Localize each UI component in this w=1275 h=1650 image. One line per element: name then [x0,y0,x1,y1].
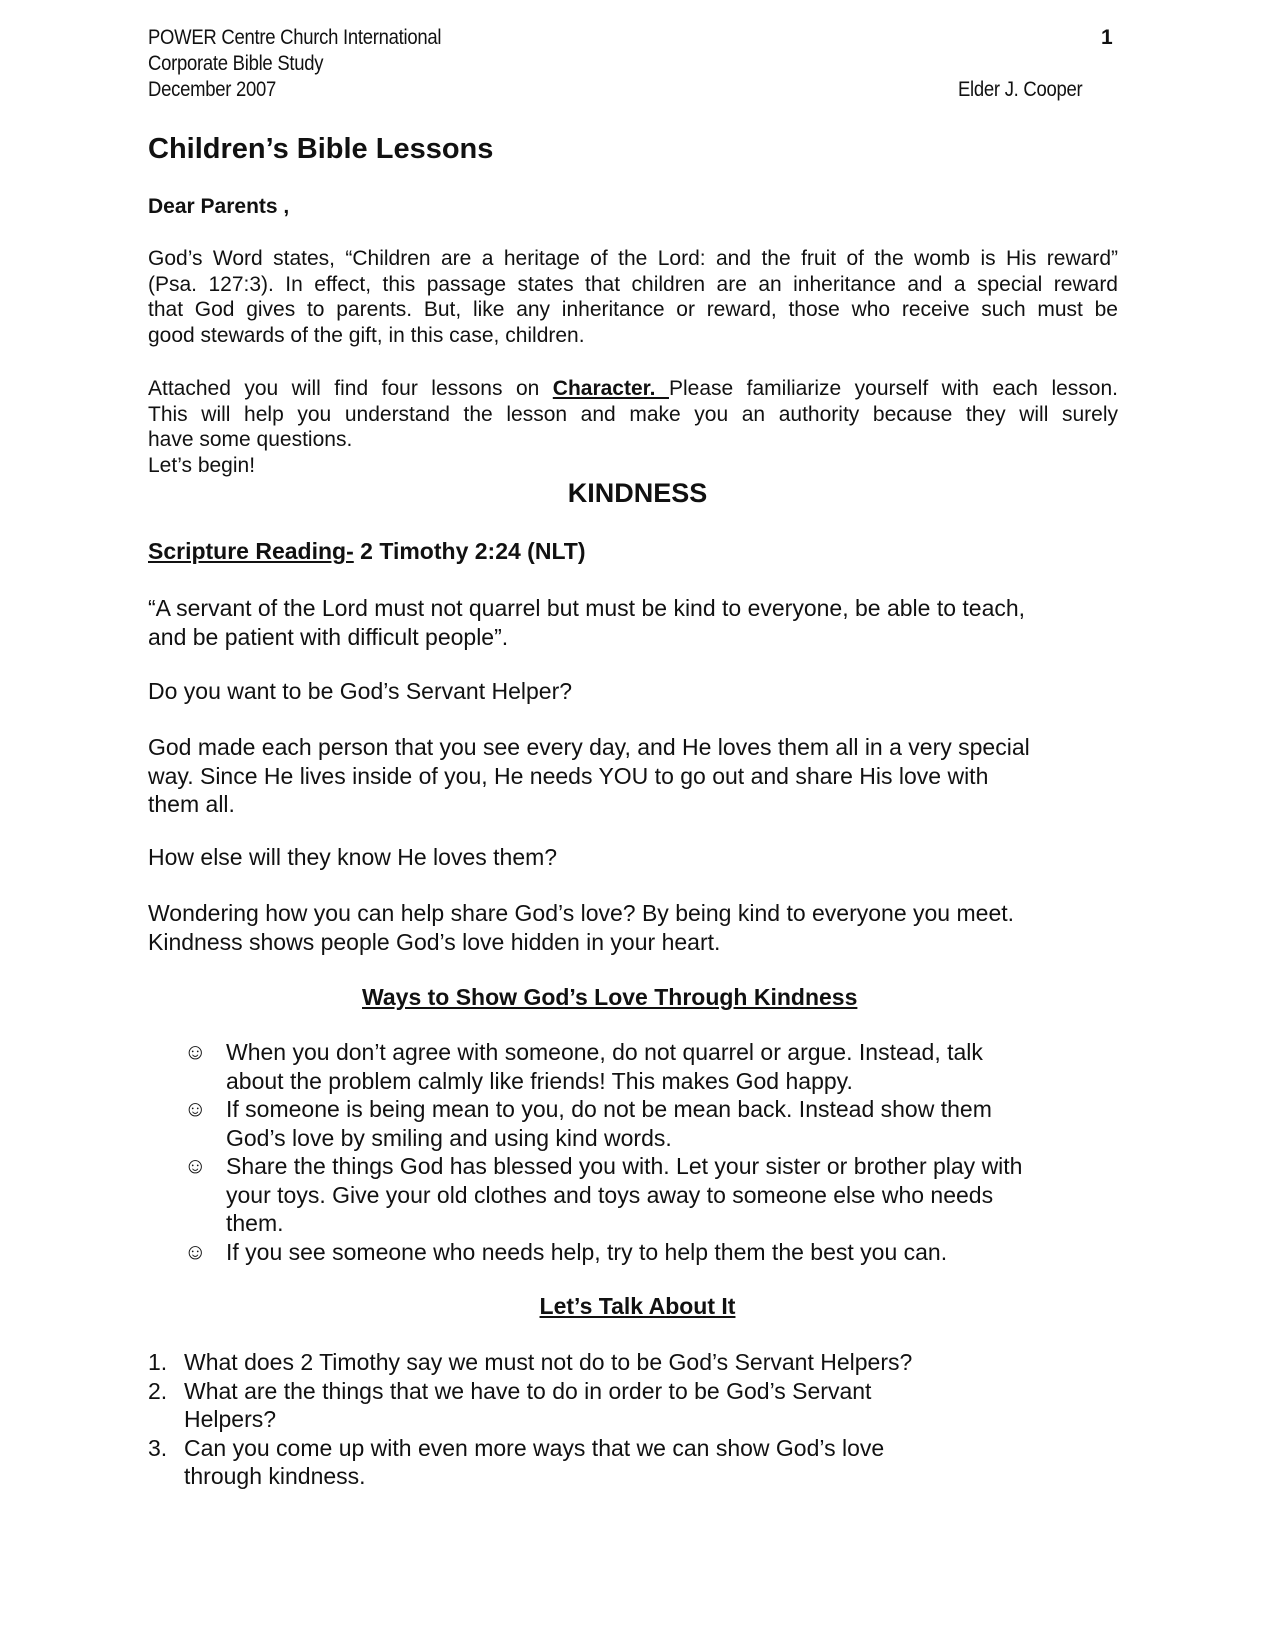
scripture-label: Scripture Reading- [148,538,354,564]
wondering-line: Wondering how you can help share God’s love? By being kind to everyone you meet. [148,900,1015,926]
question-line: What does 2 Timothy say we must not do to be God’s Servant Helpers? [184,1349,913,1375]
list-item-line: If you see someone who needs help, try to help them the best you can. [226,1238,948,1265]
list-item [148,1095,1148,1152]
attached-text: Please familiarize yourself with each lesson. [668,377,1118,400]
question-line: Can you come up with even more ways that we can show God’s love [184,1434,885,1461]
quote-line: “A servant of the Lord must not quarrel but must be kind to everyone, be able to teach, [148,595,1026,621]
question-servant: Do you want to be God’s Servant Helper? [148,678,573,704]
section-title: KINDNESS [567,478,708,508]
smiley-icon: ☺ [184,1238,207,1264]
attached-text: Attached you will find four lessons on [148,377,553,400]
attached-line-3: have some questions. [148,428,353,451]
quote-line: and be patient with difficult people”. [148,623,509,650]
attached-line-2: This will help you understand the lesson and make you an authority because they will surely [148,402,1118,426]
attached-line-1 [148,376,1118,402]
header-date: December 2007 [148,78,277,101]
list-item-line: about the problem calmly like friends! This makes God happy. [226,1067,853,1094]
list-item-line: Share the things God has blessed you with. Let your sister or brother play with [226,1153,1023,1179]
list-item-line: them. [226,1210,284,1236]
smiley-icon: ☺ [184,1096,207,1121]
question-number: 3. [148,1434,168,1461]
scripture-heading [148,538,586,565]
list-item [148,1152,1148,1238]
list-item [148,1348,1148,1377]
list-item [148,1377,1148,1434]
question-number: 2. [148,1377,168,1404]
page-title: Children’s Bible Lessons [148,133,494,165]
wondering-line: Kindness shows people God’s love hidden in your heart. [148,928,721,955]
list-item-line: God’s love by smiling and using kind words. [226,1124,672,1151]
list-item [148,1238,1148,1267]
smiley-icon: ☺ [184,1153,207,1178]
question-line: through kindness. [184,1463,366,1489]
questions-list [148,1348,1148,1491]
wondering-paragraph [148,899,1014,956]
talk-heading: Let’s Talk About It [539,1293,736,1319]
smiley-icon: ☺ [184,1039,207,1064]
header-subtitle: Corporate Bible Study [148,52,324,75]
question-line: Helpers? [184,1406,277,1432]
page-number: 1 [1101,26,1113,49]
intro-line: good stewards of the gift, in this case, children. [148,323,585,347]
list-item-line: your toys. Give your old clothes and toys away to someone else who needs [226,1181,994,1208]
question-line: What are the things that we have to do in order to be God’s Servant [184,1377,872,1404]
intro-line: that God gives to parents. But, like any inheritance or reward, those who receive such must be [148,298,1118,321]
character-link: Character. [552,377,669,400]
list-item [148,1434,1148,1491]
god-made-line: God made each person that you see every day, and He loves them all in a very special [148,734,1030,760]
list-item-line: If someone is being mean to you, do not be mean back. Instead show them [226,1096,992,1122]
salutation: Dear Parents , [148,195,290,218]
intro-line: (Psa. 127:3). In effect, this passage states that children are an inheritance and a special reward [148,272,1118,296]
scripture-reference: 2 Timothy 2:24 (NLT) [353,538,586,564]
god-made-paragraph [148,733,1030,819]
how-else: How else will they know He loves them? [148,844,558,870]
intro-line: God’s Word states, “Children are a heritage of the Lord: and the fruit of the womb is His reward” [148,247,1118,270]
header-author: Elder J. Cooper [958,78,1083,101]
god-made-line: way. Since He lives inside of you, He needs YOU to go out and share His love with [148,762,989,789]
header-org: POWER Centre Church International [148,26,442,49]
list-item-line: When you don’t agree with someone, do not quarrel or argue. Instead, talk [226,1039,983,1065]
ways-heading: Ways to Show God’s Love Through Kindness [362,984,858,1010]
god-made-line: them all. [148,791,235,817]
attached-paragraph [148,376,1118,478]
ways-list [148,1038,1148,1266]
question-number: 1. [148,1349,168,1375]
intro-paragraph [148,246,1118,348]
attached-line-4: Let’s begin! [148,453,256,477]
scripture-quote [148,594,1025,651]
list-item [148,1038,1148,1095]
